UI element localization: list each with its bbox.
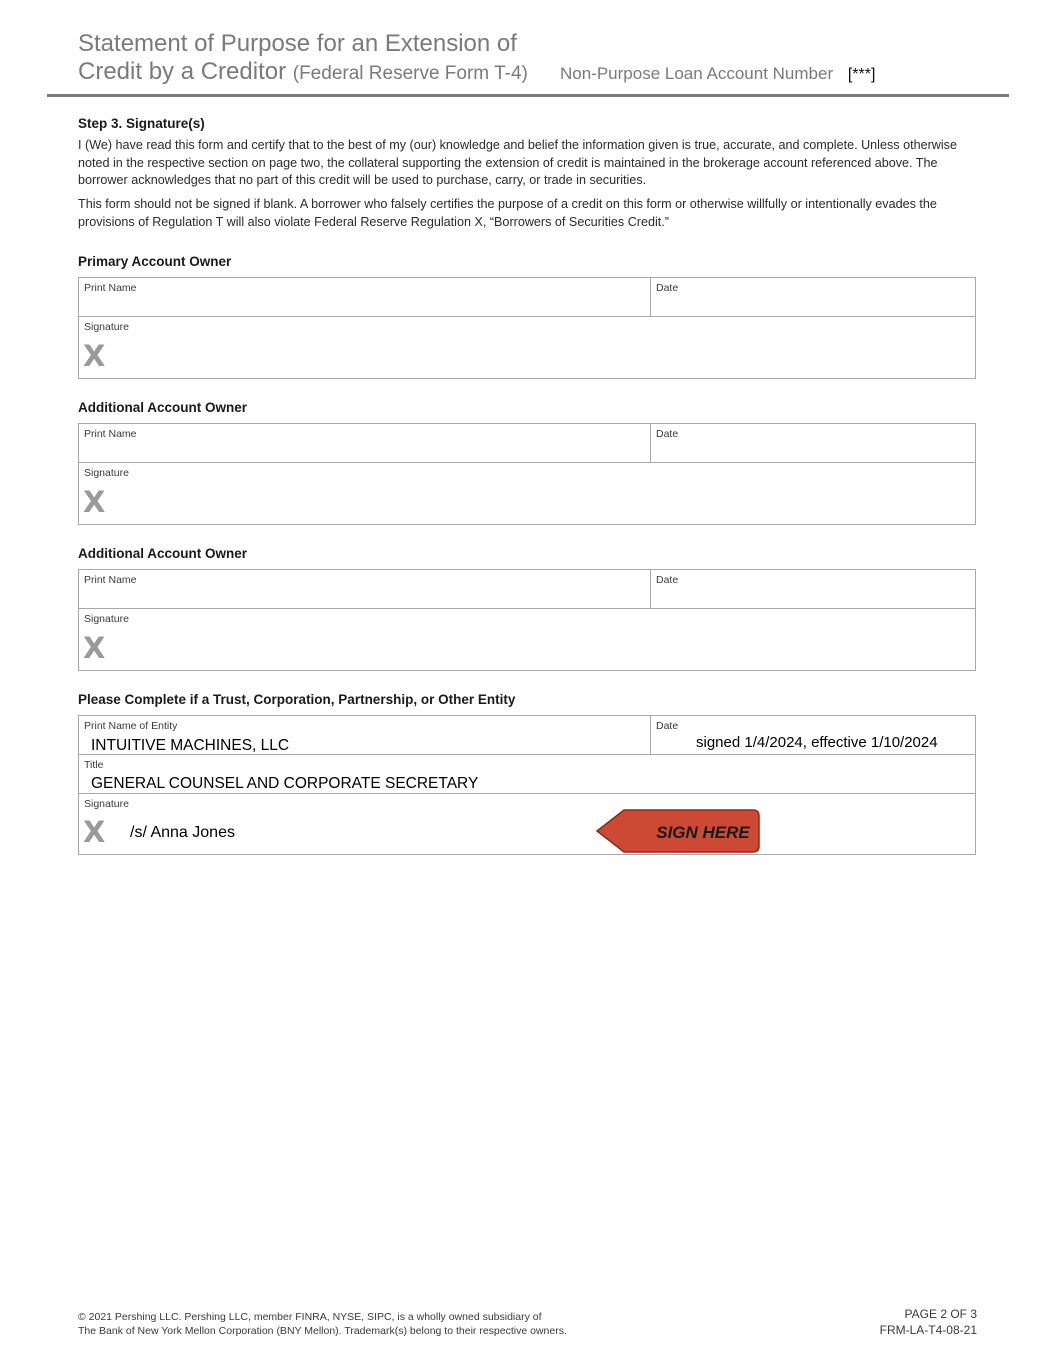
signature-x-mark: X (83, 485, 106, 519)
print-name-label: Print Name (84, 282, 137, 294)
additional-2-print-name-field[interactable] (79, 570, 651, 609)
additional-owner-2-title: Additional Account Owner (78, 546, 248, 561)
page-number: PAGE 2 OF 3 (904, 1307, 977, 1321)
entity-date-field[interactable] (651, 716, 975, 755)
sign-here-label: SIGN HERE (656, 823, 750, 842)
title-label: Title (84, 759, 104, 771)
copyright-line-2: The Bank of New York Mellon Corporation (BNY Mellon). Trademark(s) belong to their respective owners. (78, 1325, 567, 1337)
signature-label: Signature (84, 467, 129, 479)
print-name-entity-label: Print Name of Entity (84, 720, 178, 732)
signature-x-mark: X (83, 631, 106, 665)
warning-paragraph: This form should not be signed if blank. A borrower who falsely certifies the purpose of a credit on this form or otherwise willfully or intentionally evades the provisions of Regulation T will also violate Federal Reserve Regulation X, “Borrowers of Securities Credit.” (78, 197, 937, 229)
step3-title: Step 3. Signature(s) (78, 116, 205, 131)
print-name-label: Print Name (84, 574, 137, 586)
entity-box (78, 715, 976, 855)
entity-signature-field[interactable] (79, 794, 975, 854)
date-label: Date (656, 282, 679, 294)
copyright-footer (78, 1310, 567, 1338)
title-line-2-main: Credit by a Creditor (78, 58, 287, 85)
additional-1-signature-field[interactable] (79, 463, 975, 524)
signature-label: Signature (84, 613, 129, 625)
title-line-1: Statement of Purpose for an Extension of (78, 30, 517, 57)
entity-signature-value: /s/ Anna Jones (130, 824, 235, 841)
title-form-number: (Federal Reserve Form T-4) (292, 63, 528, 84)
signature-x-mark: X (83, 815, 106, 849)
signature-x-mark: X (83, 339, 106, 373)
primary-owner-title: Primary Account Owner (78, 254, 232, 269)
additional-1-print-name-field[interactable] (79, 424, 651, 463)
title-line-2 (78, 58, 528, 88)
print-name-label: Print Name (84, 428, 137, 440)
account-number-value: [***] (847, 66, 876, 83)
additional-owner-1-title: Additional Account Owner (78, 400, 248, 415)
copyright-line-1: © 2021 Pershing LLC. Pershing LLC, member FINRA, NYSE, SIPC, is a wholly owned subsidiary of (78, 1311, 542, 1323)
form-title (78, 30, 528, 88)
signature-label: Signature (84, 321, 129, 333)
header-divider (47, 94, 1009, 97)
page-footer (880, 1306, 977, 1338)
account-number-label: Non-Purpose Loan Account Number (560, 64, 834, 83)
entity-name-value: INTUITIVE MACHINES, LLC (91, 737, 290, 754)
primary-signature-field[interactable] (79, 317, 975, 378)
additional-owner-2-box (78, 569, 976, 671)
certification-paragraph: I (We) have read this form and certify that to the best of my (our) knowledge and belief the information given is true, accurate, and complete. Unless otherwise noted in the respective section on page two, the collateral supporting the extension of credit is maintained in the brokerage account referenced above. The borrower acknowledges that no part of this credit will be used to purchase, carry, or trade in securities. (78, 138, 957, 187)
entity-date-value: signed 1/4/2024, effective 1/10/2024 (696, 734, 938, 751)
entity-section-title: Please Complete if a Trust, Corporation, Partnership, or Other Entity (78, 692, 516, 707)
additional-2-signature-field[interactable] (79, 609, 975, 670)
date-label: Date (656, 720, 679, 732)
additional-2-date-field[interactable] (651, 570, 975, 609)
account-number (560, 64, 875, 84)
additional-owner-1-box (78, 423, 976, 525)
entity-title-value: GENERAL COUNSEL AND CORPORATE SECRETARY (91, 775, 479, 792)
entity-title-field[interactable] (79, 755, 975, 794)
primary-owner-box (78, 277, 976, 379)
entity-name-field[interactable] (79, 716, 651, 755)
additional-1-date-field[interactable] (651, 424, 975, 463)
primary-print-name-field[interactable] (79, 278, 651, 317)
date-label: Date (656, 428, 679, 440)
date-label: Date (656, 574, 679, 586)
form-code: FRM-LA-T4-08-21 (879, 1323, 977, 1337)
primary-date-field[interactable] (651, 278, 975, 317)
sign-here-flag (596, 808, 761, 854)
signature-label: Signature (84, 798, 129, 810)
